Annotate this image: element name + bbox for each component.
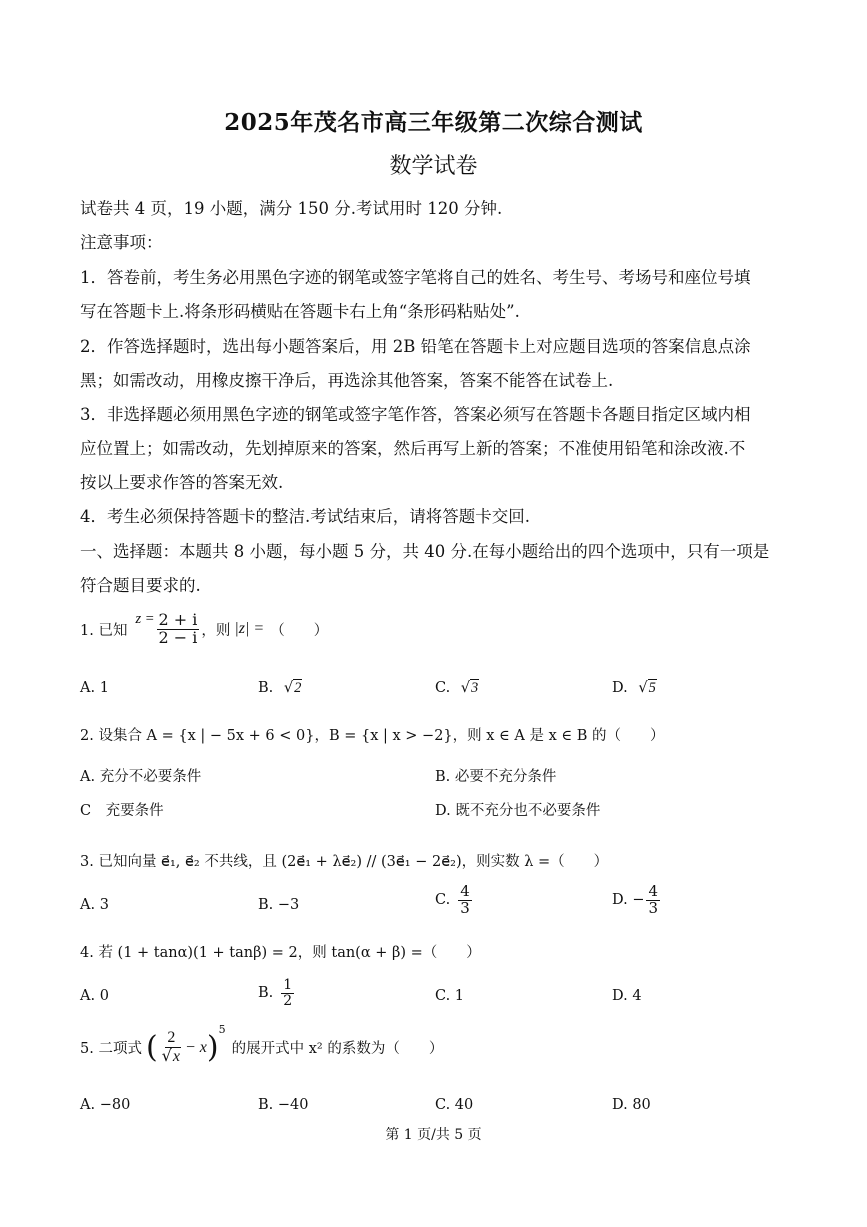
option-c[interactable] xyxy=(435,884,474,917)
question-1-paren: （ ） xyxy=(270,622,329,639)
question-5-denominator: √x xyxy=(161,1045,180,1065)
fraction xyxy=(281,978,294,1008)
question-4-stem: 4. 若 (1 + tanα)(1 + tanβ) = 2，则 tan(α + β) =（ ） xyxy=(80,945,481,961)
question-5-power: 5 xyxy=(218,1023,226,1037)
option-c[interactable]: C. 1 xyxy=(435,988,465,1004)
question-1-fraction xyxy=(157,612,200,647)
question-1-prefix: 1. 已知 xyxy=(80,622,128,639)
notice-line: 应位置上；如需改动，先划掉原来的答案，然后再写上新的答案；不准使用铅笔和涂改液.不 xyxy=(80,439,746,458)
notice-line: 1．答卷前，考生务必用黑色字迹的钢笔或签字笔将自己的姓名、考生号、考场号和座位号填 xyxy=(80,268,751,287)
notice-heading: 注意事项： xyxy=(80,233,163,252)
sqrt-radicand: x xyxy=(172,1047,180,1065)
option-b[interactable] xyxy=(258,978,296,1008)
notice-line: 黑；如需改动，用橡皮擦干净后，再选涂其他答案，答案不能答在试卷上. xyxy=(80,371,614,390)
question-1-z: z = xyxy=(135,610,155,627)
section-heading: 符合题目要求的. xyxy=(80,576,201,595)
numerator: 1 xyxy=(283,977,293,993)
option-b[interactable]: B. −40 xyxy=(258,1097,309,1113)
option-b[interactable]: B. 必要不充分条件 xyxy=(435,769,557,785)
option-a[interactable]: A. 充分不必要条件 xyxy=(80,769,202,785)
sqrt-radicand: 5 xyxy=(648,680,656,696)
section-heading: 一、选择题：本题共 8 小题，每小题 5 分，共 40 分.在每小题给出的四个选项中，只有一项是 xyxy=(80,542,770,561)
left-paren: ( xyxy=(145,1030,158,1066)
question-5-stem xyxy=(80,1023,444,1066)
question-2-stem: 2. 设集合 A = {x | − 5x + 6 < 0}，B = {x | x > −2}，则 x ∈ A 是 x ∈ B 的（ ） xyxy=(80,728,665,744)
page-title: 2025年茂名市高三年级第二次综合测试 xyxy=(224,109,643,136)
question-1-stem xyxy=(80,612,328,647)
question-1-denominator: 2 − i xyxy=(158,627,198,647)
notice-line: 4．考生必须保持答题卡的整洁.考试结束后，请将答题卡交回. xyxy=(80,507,530,526)
option-b[interactable]: B. −3 xyxy=(258,897,300,913)
fraction xyxy=(458,884,472,917)
option-d[interactable]: D. 4 xyxy=(612,988,642,1004)
option-a[interactable]: A. −80 xyxy=(80,1097,131,1113)
option-a[interactable]: A. 0 xyxy=(80,988,109,1004)
option-c[interactable]: C 充要条件 xyxy=(80,803,164,819)
option-b[interactable]: B. √2 xyxy=(258,680,302,696)
notice-line: 写在答题卡上.将条形码横贴在答题卡右上角“条形码粘贴处”. xyxy=(80,302,520,321)
question-3-stem: 3. 已知向量 e⃗₁, e⃗₂ 不共线，且 (2e⃗₁ + λe⃗₂) // (3e⃗₁ − 2e⃗₂)，则实数 λ =（ ） xyxy=(80,854,609,870)
denominator: 2 xyxy=(283,992,293,1009)
question-5-suffix: 的展开式中 x² 的系数为（ ） xyxy=(231,1041,444,1058)
option-d-label: D. xyxy=(612,680,628,696)
option-d[interactable]: D. √5 xyxy=(612,680,656,696)
option-d-label: D. − xyxy=(612,892,645,909)
option-d[interactable]: D. 既不充分也不必要条件 xyxy=(435,803,601,819)
option-c[interactable]: C. √3 xyxy=(435,680,479,696)
right-paren: ) xyxy=(206,1030,219,1066)
option-d[interactable]: D. 80 xyxy=(612,1097,651,1113)
question-1-abs: |z| = xyxy=(234,620,265,638)
question-5-fraction xyxy=(160,1030,183,1066)
option-a[interactable]: A. 3 xyxy=(80,897,109,913)
option-d[interactable] xyxy=(612,884,662,917)
question-5-minus-x: − x xyxy=(184,1038,207,1056)
page-footer: 第 1 页/共 5 页 xyxy=(385,1127,482,1143)
option-b-label: B. xyxy=(258,985,274,1002)
option-a[interactable]: A. 1 xyxy=(80,680,109,696)
option-b-label: B. xyxy=(258,680,274,696)
denominator: 3 xyxy=(648,898,659,917)
sqrt-radicand: 2 xyxy=(294,680,302,696)
option-c-label: C. xyxy=(435,892,451,909)
notice-line: 2．作答选择题时，选出每小题答案后，用 2B 铅笔在答题卡上对应题目选项的答案信息点涂 xyxy=(80,337,751,356)
notice-line: 按以上要求作答的答案无效. xyxy=(80,473,284,492)
exam-intro: 试卷共 4 页，19 小题，满分 150 分.考试用时 120 分钟. xyxy=(80,199,503,218)
option-c-label: C. xyxy=(435,680,451,696)
question-1-numerator: 2 + i xyxy=(158,610,198,629)
denominator: 3 xyxy=(460,898,470,917)
question-1-mid: ，则 xyxy=(201,622,231,639)
page-subtitle: 数学试卷 xyxy=(389,154,478,179)
numerator: 4 xyxy=(460,882,470,900)
question-5-prefix: 5. 二项式 xyxy=(80,1041,142,1058)
sqrt-radicand: 3 xyxy=(471,680,479,696)
question-5-numerator: 2 xyxy=(167,1029,176,1046)
numerator: 4 xyxy=(648,882,659,900)
option-c[interactable]: C. 40 xyxy=(435,1097,474,1113)
notice-line: 3．非选择题必须用黑色字迹的钢笔或签字笔作答，答案必须写在答题卡各题目指定区域内相 xyxy=(80,405,751,424)
fraction xyxy=(646,884,660,917)
